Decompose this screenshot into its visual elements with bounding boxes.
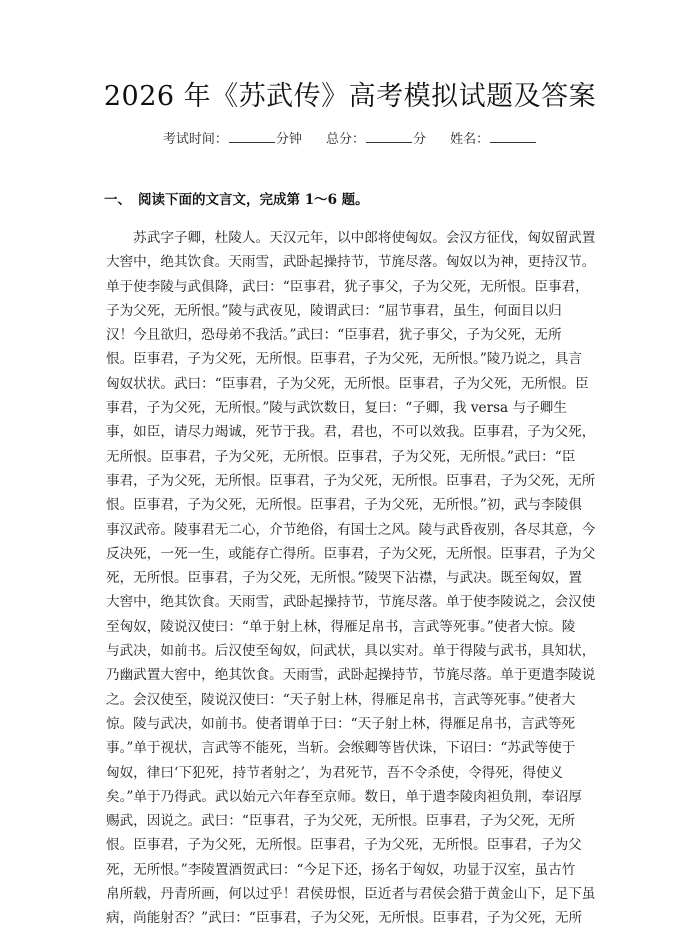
passage-line: 汉！今且欲归，恐母弟不我活。”武曰：“臣事君，犹子事父，子为父死，无所 xyxy=(106,327,562,344)
passage-line: 惊。陵与武决，如前书。使者谓单于曰：“天子射上林，得雁足帛书，言武等死 xyxy=(106,715,576,732)
passage-line: 事君，子为父死，无所恨。”陵与武饮数日，复曰：“子卿，我 versa 与子卿生 xyxy=(106,400,567,417)
passage-line: 矣。”单于乃得武。武以始元六年春至京师。数日，单于遣李陵肉袒负荆，奉诏厚 xyxy=(106,788,582,805)
passage-line: 无所恨。臣事君，子为父死，无所恨。臣事君，子为父死，无所恨。”武曰：“臣 xyxy=(106,448,576,465)
passage-line: 大窖中，绝其饮食。天雨雪，武卧起操持节，节旄尽落。匈奴以为神，更持汉节。 xyxy=(106,254,596,271)
passage-line: 大窖中，绝其饮食。天雨雪，武卧起操持节，节旄尽落。单于使李陵说之，会汉使 xyxy=(106,594,596,611)
section-instruction: 阅读下面的文言文，完成第 1～6 题。 xyxy=(138,192,369,208)
passage-line: 事，如臣，请尽力竭诚，死节于我。君，君也，不可以效我。臣事君，子为父死， xyxy=(106,424,596,441)
passage-line: 赐武，因说之。武曰：“臣事君，子为父死，无所恨。臣事君，子为父死，无所 xyxy=(106,813,576,830)
section-number: 一、 xyxy=(104,192,131,208)
passage-line: 恨。臣事君，子为父死，无所恨。臣事君，子为父死，无所恨。臣事君，子为父 xyxy=(106,837,582,854)
passage-line: 恨。臣事君，子为父死，无所恨。臣事君，子为父死，无所恨。”初，武与李陵俱 xyxy=(106,497,582,514)
passage-line: 苏武字子卿，杜陵人。天汉元年，以中郎将使匈奴。会汉方征伐，匈奴留武置 xyxy=(106,230,596,246)
total-score-label: 总分： xyxy=(325,132,365,147)
passage-line: 病，尚能射否？”武曰：“臣事君，子为父死，无所恨。臣事君，子为父死，无所 xyxy=(106,910,583,927)
student-name-blank xyxy=(490,130,536,143)
passage-line: 匈奴，律曰‘下犯死，持节者射之’，为君死节，吾不令杀使，令得死，得使义 xyxy=(106,764,564,781)
student-name-field xyxy=(450,130,537,150)
passage-line: 单于使李陵与武俱降，武曰：“臣事君，犹子事父，子为父死，无所恨。臣事君， xyxy=(106,278,589,295)
total-score-unit: 分 xyxy=(413,132,427,147)
passage-text xyxy=(106,226,602,931)
section-heading xyxy=(104,190,369,210)
exam-time-blank xyxy=(229,130,275,143)
passage-line: 与武决，如前书。后汉使至匈奴，问武状，具以实对。单于得陵与武书，具知状， xyxy=(106,643,596,660)
exam-meta-line xyxy=(0,130,700,150)
passage-line: 死，无所恨。臣事君，子为父死，无所恨。”陵哭下沾襟，与武决。既至匈奴，置 xyxy=(106,570,582,587)
exam-time-field xyxy=(163,130,302,150)
exam-time-unit: 分钟 xyxy=(275,132,302,147)
total-score-blank xyxy=(366,130,412,143)
passage-line: 事君，子为父死，无所恨。臣事君，子为父死，无所恨。臣事君，子为父死，无所 xyxy=(106,472,596,489)
exam-time-label: 考试时间： xyxy=(162,132,228,147)
passage-line: 事汉武帝。陵事君无二心，介节绝俗，有国士之风。陵与武昏夜别，各尽其意，今 xyxy=(106,521,596,538)
exam-title: 2026 年《苏武传》高考模拟试题及答案 xyxy=(103,81,597,112)
passage-line: 乃幽武置大窖中，绝其饮食。天雨雪，武卧起操持节，节旄尽落。单于更遣李陵说 xyxy=(106,667,596,684)
passage-line: 事。”单于视状，言武等不能死，当斩。会缑卿等皆伏诛，下诏曰：“苏武等使于 xyxy=(106,740,576,757)
total-score-field xyxy=(326,130,426,150)
passage-line: 子为父死，无所恨。”陵与武夜见，陵谓武曰：“屈节事君，虽生，何面目以归 xyxy=(106,302,562,319)
passage-line: 恨。臣事君，子为父死，无所恨。臣事君，子为父死，无所恨。”陵乃说之，具言 xyxy=(106,351,582,368)
passage-line: 帛所载，丹青所画，何以过乎！君侯毋恨，臣近者与君侯会猎于黄金山下，足下虽 xyxy=(106,886,596,903)
passage-line: 至匈奴，陵说汉使曰：“单于射上林，得雁足帛书，言武等死事。”使者大惊。陵 xyxy=(106,618,576,635)
passage-line: 反决死，一死一生，或能存亡得所。臣事君，子为父死，无所恨。臣事君，子为父 xyxy=(106,545,596,562)
passage-line: 匈奴状状。武曰：“臣事君，子为父死，无所恨。臣事君，子为父死，无所恨。臣 xyxy=(106,375,589,392)
student-name-label: 姓名： xyxy=(450,132,490,147)
passage-line: 之。会汉使至，陵说汉使曰：“天子射上林，得雁足帛书，言武等死事。”使者大 xyxy=(106,691,576,708)
passage-line: 死，无所恨。”李陵置酒贺武曰：“今足下还，扬名于匈奴，功显于汉室，虽古竹 xyxy=(106,861,576,878)
